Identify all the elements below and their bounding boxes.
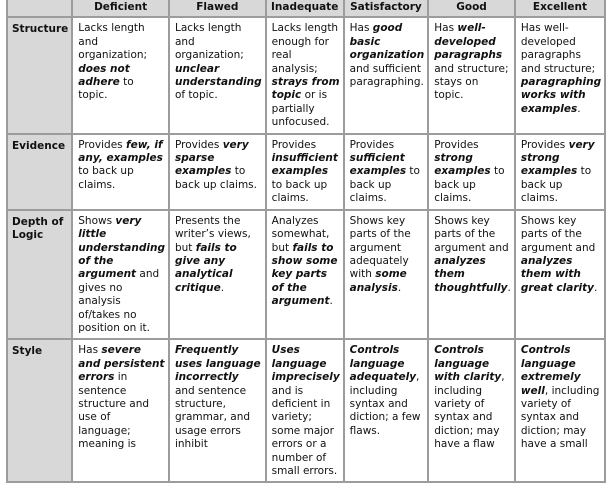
cell-depth-excellent [516,211,604,339]
descriptor-text: Has [78,344,102,357]
cell-structure-flawed [170,18,265,132]
emphasis-text: Uses language imprecisely [271,344,340,384]
cell-style-deficient [73,340,168,481]
descriptor-text: Lacks length and organization; [174,22,244,62]
descriptor-text: Presents the writer’s views, but [174,214,251,254]
descriptor-text: Has [434,22,458,35]
cell-evidence-excellent [516,135,604,209]
descriptor-text: , including variety of syntax and diction; may have a flaw [434,371,505,451]
cell-style-inadequate [267,340,343,481]
descriptor-text: to back up claims. [271,178,328,205]
cell-depth-satisfactory [345,211,428,339]
emphasis-text: fails to show some key parts of the argument [271,241,338,308]
descriptor-text: to topic. [78,76,134,102]
descriptor-text: to back up claims. [78,165,134,191]
emphasis-text: paragraphing works with examples [520,76,602,115]
descriptor-text: Shows [78,214,116,227]
descriptor-text: Analyzes somewhat, but [271,214,330,254]
cell-evidence-inadequate [267,135,343,209]
level-header-satisfactory: Satisfactory [345,0,428,16]
cell-structure-excellent [516,18,604,132]
descriptor-text: Shows key parts of the argument adequately with [349,214,411,281]
descriptor-text: and sentence structure, grammar, and usage errors inhibit [174,384,251,451]
descriptor-text: Has [349,22,373,35]
descriptor-text: and is deficient in variety; some major errors or a number of small errors. [271,384,338,477]
descriptor-text: Shows key parts of the argument and [520,214,596,254]
emphasis-text: insufficient examples [271,152,338,178]
descriptor-text: Provides [520,138,569,151]
emphasis-text: very sparse examples [174,138,249,178]
row-label-depth-of-logic: Depth of Logic [8,211,71,339]
cell-depth-good [429,211,514,339]
cell-style-excellent [516,340,604,481]
cell-style-satisfactory [345,340,428,481]
cell-evidence-good [429,135,514,209]
emphasis-text: very little understanding of the argument [78,214,165,281]
descriptor-text: Provides [271,138,317,151]
cell-style-good [429,340,514,481]
descriptor-text: Provides [434,138,479,151]
descriptor-text: Provides [174,138,223,151]
emphasis-text: strays from topic [271,76,340,102]
emphasis-text: unclear understanding [174,62,262,89]
level-header-flawed: Flawed [170,0,265,16]
emphasis-text: well-developed paragraphs [434,22,503,62]
descriptor-text: and structure; stays on topic. [434,62,509,102]
cell-evidence-flawed [170,135,265,209]
emphasis-text: analyzes them with great clarity [520,254,594,294]
descriptor-text: of topic. [174,89,218,102]
emphasis-text: Controls language with clarity [434,344,502,384]
row-label-evidence: Evidence [8,135,71,209]
emphasis-text: Frequently uses language incorrectly [174,344,261,384]
emphasis-text: strong examples [434,152,491,178]
level-header-excellent: Excellent [516,0,604,16]
descriptor-text: to back up claims. [349,165,420,205]
cell-evidence-satisfactory [345,135,428,209]
cell-depth-inadequate [267,211,343,339]
descriptor-text: . [577,102,581,115]
level-header-good: Good [429,0,514,16]
rubric-row-depth-of-logic [8,211,604,339]
emphasis-text: good basic organization [349,22,425,62]
row-label-structure: Structure [8,18,71,132]
descriptor-text: to back up claims. [174,165,257,191]
descriptor-text: in sentence structure and use of language; meaning is [78,371,150,451]
descriptor-text: Has well-developed paragraphs and structure; [520,22,596,75]
descriptor-text: . [507,281,511,294]
emphasis-text: analyzes them thoughtfully [434,254,508,294]
emphasis-text: some analysis [349,268,407,294]
cell-evidence-deficient [73,135,168,209]
rubric-row-structure [8,18,604,132]
descriptor-text: , including syntax and diction; a few flaws. [349,371,421,437]
descriptor-text: , including variety of syntax and diction; may have a small [520,384,600,451]
emphasis-text: severe and persistent errors [78,344,165,384]
rubric-row-style [8,340,604,481]
descriptor-text: . [220,281,225,294]
emphasis-text: Controls language extremely well [520,344,581,397]
descriptor-text: and sufficient paragraphing. [349,62,424,89]
descriptor-text: . [397,281,402,294]
cell-depth-deficient [73,211,168,339]
descriptor-text: . [329,295,333,308]
descriptor-text: Lacks length enough for real analysis; [271,22,339,75]
descriptor-text: Provides [78,138,126,151]
cell-structure-deficient [73,18,168,132]
descriptor-text: and gives no analysis of/takes no position on it. [78,268,160,334]
descriptor-text: Provides [349,138,395,151]
rubric-table [6,0,606,483]
emphasis-text: sufficient examples [349,152,407,178]
cell-structure-satisfactory [345,18,428,132]
level-header-deficient: Deficient [73,0,168,16]
descriptor-text: Shows key parts of the argument and [434,214,509,254]
cell-style-flawed [170,340,265,481]
descriptor-text: Lacks length and organization; [78,22,148,62]
descriptor-text: to back up claims. [520,165,592,205]
emphasis-text: few, if any, examples [78,138,163,165]
emphasis-text: fails to give any analytical critique [174,241,237,294]
descriptor-text: . [594,281,598,294]
header-row [8,0,604,16]
descriptor-text: to back up claims. [434,165,505,205]
descriptor-text: or is partially unfocused. [271,89,330,129]
corner-cell [8,0,71,16]
cell-structure-inadequate [267,18,343,132]
level-header-inadequate: Inadequate [267,0,343,16]
rubric-row-evidence [8,135,604,209]
cell-structure-good [429,18,514,132]
cell-depth-flawed [170,211,265,339]
row-label-style: Style [8,340,71,481]
emphasis-text: does not adhere [78,62,130,89]
emphasis-text: Controls language adequately [349,344,417,384]
emphasis-text: very strong examples [520,138,595,178]
